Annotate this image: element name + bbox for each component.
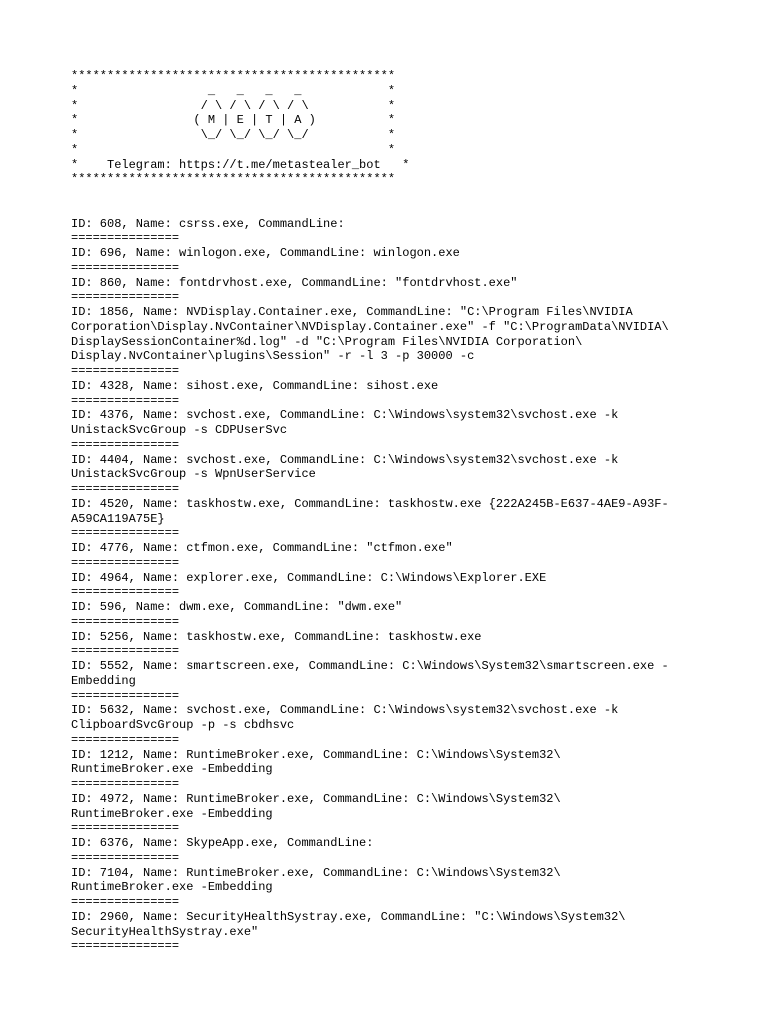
entry-separator: =============== bbox=[71, 850, 180, 865]
process-entry-line: ID: 596, Name: dwm.exe, CommandLine: "dwm.exe" bbox=[71, 600, 403, 614]
blank-line bbox=[71, 187, 751, 202]
entry-separator: =============== bbox=[71, 290, 180, 305]
process-entry-line: Display.NvContainer\plugins\Session" -r -l 3 -p 30000 -c bbox=[71, 349, 475, 364]
process-entry bbox=[71, 792, 751, 836]
process-entry-line: ID: 6376, Name: SkypeApp.exe, CommandLine: bbox=[71, 836, 374, 850]
entry-separator: =============== bbox=[71, 437, 180, 452]
entry-separator: =============== bbox=[71, 526, 180, 541]
process-entry-line: RuntimeBroker.exe -Embedding bbox=[71, 806, 273, 821]
banner-line: * / \ / \ / \ / \ * bbox=[71, 98, 396, 113]
process-entry-line: ID: 4776, Name: ctfmon.exe, CommandLine: "ctfmon.exe" bbox=[71, 541, 453, 555]
process-entry-line: Corporation\Display.NvContainer\NVDisplay.Container.exe" -f "C:\ProgramData\NVIDIA\ bbox=[71, 319, 669, 334]
process-entry-line: UnistackSvcGroup -s WpnUserService bbox=[71, 467, 316, 482]
process-entry bbox=[71, 659, 751, 703]
process-entry-line: A59CA119A75E} bbox=[71, 511, 165, 526]
process-entry bbox=[71, 541, 751, 571]
process-entry-line: ID: 1212, Name: RuntimeBroker.exe, CommandLine: C:\Windows\System32\ bbox=[71, 747, 561, 762]
process-entry bbox=[71, 836, 751, 866]
process-entry bbox=[71, 305, 751, 379]
process-entry-line: SecurityHealthSystray.exe" bbox=[71, 924, 259, 939]
blank-line bbox=[71, 202, 751, 217]
process-entry-line: ID: 5552, Name: smartscreen.exe, CommandLine: C:\Windows\System32\smartscreen.exe - bbox=[71, 659, 669, 673]
process-entry-line: Embedding bbox=[71, 673, 136, 688]
entry-separator: =============== bbox=[71, 482, 180, 496]
process-entry-line: ID: 4964, Name: explorer.exe, CommandLine: C:\Windows\Explorer.EXE bbox=[71, 570, 547, 585]
entry-separator: =============== bbox=[71, 555, 180, 570]
process-entry bbox=[71, 453, 751, 497]
process-entry-line: ID: 1856, Name: NVDisplay.Container.exe, CommandLine: "C:\Program Files\NVIDIA bbox=[71, 305, 633, 319]
process-entry-line: ID: 7104, Name: RuntimeBroker.exe, CommandLine: C:\Windows\System32\ bbox=[71, 865, 561, 880]
process-entry-line: ID: 4328, Name: sihost.exe, CommandLine: sihost.exe bbox=[71, 378, 439, 393]
entry-separator: =============== bbox=[71, 939, 180, 954]
process-entry-line: ID: 696, Name: winlogon.exe, CommandLine: winlogon.exe bbox=[71, 246, 460, 260]
process-entry-line: ID: 5632, Name: svchost.exe, CommandLine: C:\Windows\system32\svchost.exe -k bbox=[71, 703, 619, 718]
entry-separator: =============== bbox=[71, 895, 180, 909]
process-entry bbox=[71, 408, 751, 452]
process-entry-line: ID: 4972, Name: RuntimeBroker.exe, CommandLine: C:\Windows\System32\ bbox=[71, 791, 561, 806]
banner-line: ********************************************* bbox=[71, 69, 396, 83]
process-entry-line: ID: 5256, Name: taskhostw.exe, CommandLine: taskhostw.exe bbox=[71, 629, 482, 644]
process-entry-line: ID: 4376, Name: svchost.exe, CommandLine: C:\Windows\system32\svchost.exe -k bbox=[71, 408, 619, 423]
process-entry bbox=[71, 630, 751, 660]
banner-line: * \_/ \_/ \_/ \_/ * bbox=[71, 128, 396, 142]
document-page bbox=[71, 69, 751, 954]
process-entry bbox=[71, 748, 751, 792]
entry-separator: =============== bbox=[71, 585, 180, 600]
process-entry-line: UnistackSvcGroup -s CDPUserSvc bbox=[71, 423, 288, 437]
process-list bbox=[71, 217, 751, 955]
entry-separator: =============== bbox=[71, 260, 180, 275]
process-entry-line: ID: 4520, Name: taskhostw.exe, CommandLine: taskhostw.exe {222A245B-E637-4AE9-A93F- bbox=[71, 496, 669, 511]
entry-separator: =============== bbox=[71, 732, 180, 747]
entry-separator: =============== bbox=[71, 821, 180, 836]
banner-line: * ( M | E | T | A ) * bbox=[71, 113, 396, 128]
banner-line: ********************************************* bbox=[71, 172, 396, 187]
entry-separator: =============== bbox=[71, 777, 180, 791]
process-entry bbox=[71, 910, 751, 954]
process-entry bbox=[71, 600, 751, 630]
process-entry-line: ID: 2960, Name: SecurityHealthSystray.exe, CommandLine: "C:\Windows\System32\ bbox=[71, 909, 626, 924]
process-entry bbox=[71, 379, 751, 409]
process-entry-line: ID: 860, Name: fontdrvhost.exe, CommandLine: "fontdrvhost.exe" bbox=[71, 275, 518, 290]
entry-separator: =============== bbox=[71, 393, 180, 408]
process-entry-line: ID: 4404, Name: svchost.exe, CommandLine: C:\Windows\system32\svchost.exe -k bbox=[71, 452, 619, 467]
process-entry bbox=[71, 246, 751, 276]
banner-line: * * bbox=[71, 142, 396, 157]
process-entry bbox=[71, 571, 751, 601]
process-entry bbox=[71, 276, 751, 306]
process-entry bbox=[71, 217, 751, 247]
process-entry-line: ID: 608, Name: csrss.exe, CommandLine: bbox=[71, 216, 345, 231]
entry-separator: =============== bbox=[71, 231, 180, 246]
entry-separator: =============== bbox=[71, 644, 180, 659]
banner-line: * Telegram: https://t.me/metastealer_bot * bbox=[71, 157, 410, 172]
process-entry-line: RuntimeBroker.exe -Embedding bbox=[71, 880, 273, 895]
process-entry bbox=[71, 866, 751, 910]
process-entry-line: DisplaySessionContainer%d.log" -d "C:\Program Files\NVIDIA Corporation\ bbox=[71, 334, 583, 349]
meta-ascii-banner bbox=[71, 69, 751, 187]
entry-separator: =============== bbox=[71, 364, 180, 378]
banner-line: * _ _ _ _ * bbox=[71, 83, 396, 98]
entry-separator: =============== bbox=[71, 688, 180, 703]
process-entry-line: RuntimeBroker.exe -Embedding bbox=[71, 762, 273, 777]
process-entry-line: ClipboardSvcGroup -p -s cbdhsvc bbox=[71, 718, 295, 732]
entry-separator: =============== bbox=[71, 614, 180, 629]
process-entry bbox=[71, 497, 751, 541]
process-entry bbox=[71, 703, 751, 747]
